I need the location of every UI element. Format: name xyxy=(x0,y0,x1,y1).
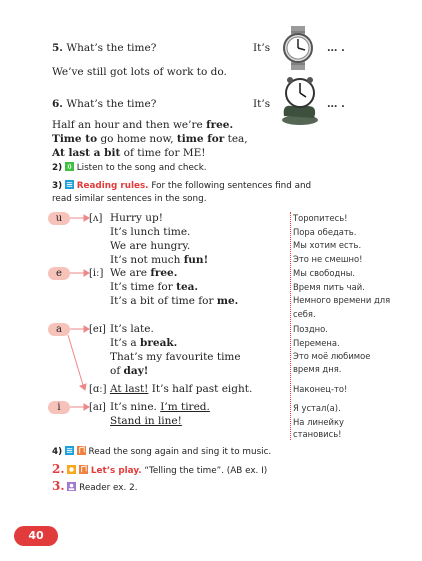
lets-play-title: Let’s play. xyxy=(90,466,142,476)
sentence: It’s lunch time. xyxy=(110,226,191,238)
sound-a2: [ɑː] xyxy=(89,384,107,395)
translations-i: Я устал(а). На линейку становись! xyxy=(293,403,344,439)
sentence-group-a xyxy=(110,322,290,378)
reading-rules-title: Reading rules. xyxy=(76,181,149,191)
letter-a-pill: a xyxy=(48,323,70,336)
audio-icon xyxy=(65,162,74,171)
letter-u-pill: u xyxy=(48,212,70,225)
verse xyxy=(52,118,248,160)
sound-u: [ʌ] xyxy=(89,213,103,224)
translation-at-last: Наконец-то! xyxy=(293,384,348,394)
sentence: It’s a bit of time for me. xyxy=(110,295,239,307)
verse-line-2: Time to go home now, time for tea, xyxy=(52,133,248,145)
task-2: 2) Listen to the song and check. xyxy=(52,163,207,173)
question-number: 6. xyxy=(52,98,63,110)
work-line: We’ve still got lots of work to do. xyxy=(52,66,227,78)
page-number: 40 xyxy=(14,526,58,546)
sentence-group-u xyxy=(110,211,290,267)
sentence-group-e xyxy=(110,266,290,308)
game-icon xyxy=(67,465,76,474)
sentence: It’s a break. xyxy=(110,337,178,349)
question-text: What’s the time? xyxy=(66,42,157,54)
music-icon xyxy=(79,465,88,474)
sentence: We are hungry. xyxy=(110,240,191,252)
task-number: 2) xyxy=(52,163,63,173)
sound-i: [aɪ] xyxy=(89,402,106,413)
sentence: We are free. xyxy=(110,267,178,279)
task-3: 3) Reading rules. For the following sentences find and read similar sentences in the song. xyxy=(52,181,312,204)
book-icon xyxy=(65,446,74,455)
reader-icon xyxy=(67,482,76,491)
sentence: It’s nine. I’m tired. xyxy=(110,401,210,413)
sentence: It’s not much fun! xyxy=(110,254,209,266)
answer-its-5: It’s xyxy=(253,42,271,54)
translations-u: Торопитесь! Пора обедать. Мы хотим есть. Это не смешно! xyxy=(293,213,363,264)
music-icon xyxy=(77,446,86,455)
sentence: It’s late. xyxy=(110,323,154,335)
question-5 xyxy=(52,42,156,54)
wristwatch-icon xyxy=(276,26,320,70)
answer-blank-5: … . xyxy=(327,42,345,54)
letter-i-pill: i xyxy=(48,401,70,414)
exercise-3: 3. Reader ex. 2. xyxy=(52,479,138,493)
exercise-2: 2. Let’s play. “Telling the time”. (AB ex. I) xyxy=(52,462,268,476)
sound-a1: [eɪ] xyxy=(89,324,106,335)
letter-e-pill: e xyxy=(48,267,70,280)
answer-its-6: It’s xyxy=(253,98,271,110)
sentence: It’s time for tea. xyxy=(110,281,199,293)
question-text: What’s the time? xyxy=(66,98,157,110)
sentence: Hurry up! xyxy=(110,212,163,224)
book-icon xyxy=(65,180,74,189)
sound-e: [iː] xyxy=(89,268,104,279)
translations-e: Мы свободны. Время пить чай. Немного времени для себя. xyxy=(293,268,391,319)
verse-line-3: At last a bit of time for ME! xyxy=(52,147,206,159)
alarm-clock-icon xyxy=(278,76,320,126)
sentence: Stand in line! xyxy=(110,415,182,427)
sentence: That’s my favourite time xyxy=(110,351,241,363)
sentence-group-i xyxy=(110,400,290,428)
sentence-at-last: At last! It’s half past eight. xyxy=(110,383,253,395)
question-number: 5. xyxy=(52,42,63,54)
verse-line-1: Half an hour and then we’re free. xyxy=(52,119,234,131)
task-4: 4) Read the song again and sing it to music. xyxy=(52,447,272,457)
answer-blank-6: … . xyxy=(327,98,345,110)
sentence: of day! xyxy=(110,365,149,377)
translations-a: Поздно. Перемена. Это моё любимое время дня. xyxy=(293,324,371,374)
question-6 xyxy=(52,98,156,110)
column-divider xyxy=(290,212,292,440)
